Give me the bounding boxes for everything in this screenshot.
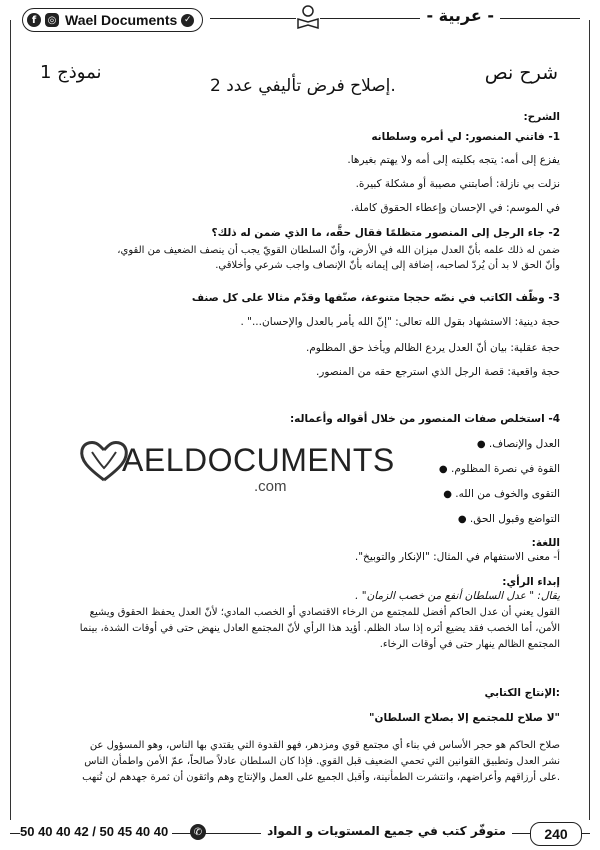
brand-badge[interactable] — [22, 8, 203, 32]
frame-right — [589, 20, 590, 820]
instagram-icon[interactable]: ◎ — [45, 13, 59, 27]
explain-heading: الشرح: — [523, 111, 560, 123]
answer-3c: حجة واقعية: قصة الرجل الذي استرجع حقه من المنصور. — [315, 366, 560, 378]
answer-1a: يفزع إلى أمه: يتجه بكليته إلى أمه ولا يهتم بغيرها. — [347, 154, 560, 166]
page-number: 240 — [530, 822, 582, 846]
reader-icon — [296, 4, 320, 30]
footer-phones[interactable]: 50 40 40 42 / 50 45 40 40 — [20, 824, 172, 839]
production-line1: صلاح الحاكم هو حجر الأساس في بناء أي مجتمع قوي ومزدهر، فهو القدوة التي يقتدي بها الناس، وهو المسؤول عن — [89, 740, 560, 751]
phone-icon[interactable]: ✆ — [190, 824, 206, 840]
brand-name: Wael Documents — [65, 12, 178, 28]
question-1: 1- فاتني المنصور: لي أمره وسلطانه — [371, 131, 560, 143]
production-title: "لا صلاح للمجتمع إلا بصلاح السلطان" — [369, 712, 560, 724]
production-heading: :الإنتاج الكتابي — [484, 687, 560, 699]
watermark-domain: .com — [254, 478, 287, 495]
opinion-line3: المجتمع الظالم ينهار حتى في أوقات الرخاء. — [379, 639, 560, 650]
production-line3: .على أرزاقهم وأعراضهم، وانتشرت الطمأنينة، وأقبل الجميع على العمل والإنتاج وهم واثقون أن ثمرة جهدهم لن تُنهب — [82, 772, 560, 783]
footer-tagline: متوفّر كتب في جميع المستويات و المواد — [261, 824, 512, 838]
section-title: شرح نص — [484, 62, 558, 84]
verified-icon: ✓ — [181, 14, 194, 27]
answer-1c: في الموسم: في الإحسان وإعطاء الحقوق كاملة. — [350, 202, 560, 214]
answer-3b: حجة عقلية: بيان أنّ العدل يردع الظالم ويأخذ حق المظلوم. — [305, 342, 560, 354]
watermark-text: AELDOCUMENTS — [122, 442, 395, 478]
production-line2: نشر العدل وتطبيق القوانين التي تحمي الضعيف قبل القوي. فإذا كان السلطان عادلاً صالحاً، عمّ الأمن واطمأن الناس — [84, 756, 560, 767]
opinion-line2: الأمن، أما الخصب فقد يضيع أثره إذا ساد الظلم. أؤيد هذا الرأي لأنّ المجتمع العادل ينهض حتى في أوقات الشدة، بينما — [79, 623, 560, 634]
opinion-line1: القول يعني أن عدل الحاكم أفضل للمجتمع من الرخاء الاقتصادي أو الخصب المادي؛ لأنّ العدل يحفظ الحقوق ويشيع — [89, 607, 560, 618]
list-item: العدل والإنصاف. ● — [476, 438, 560, 450]
language-heading: اللغة: — [531, 537, 560, 549]
answer-3a: حجة دينية: الاستشهاد بقول الله تعالى: "إنّ الله يأمر بالعدل والإحسان..." . — [240, 316, 560, 328]
question-3: 3- وظّف الكاتب في نصّه حججا متنوعة، صنّفها وقدّم مثالا على كل صنف — [191, 292, 560, 304]
opinion-heading: إبداء الرأي: — [502, 576, 560, 588]
facebook-icon[interactable]: f — [27, 13, 41, 27]
answer-1b: نزلت بي نازلة: أصابتني مصيبة أو مشكلة كبيرة. — [355, 178, 560, 190]
question-4: 4- استخلص صفات المنصور من خلال أقواله وأعماله: — [289, 413, 560, 425]
answer-2-line1: ضمن له ذلك علمه بأنّ العدل ميزان الله في الأرض، وأنّ السلطان القويّ يجب أن ينصف الضعيف من القوي، — [117, 245, 560, 256]
opinion-quote: يقال: " عدل السلطان أنفع من خصب الزمان" . — [355, 590, 560, 602]
exam-title: إصلاح فرض تأليفي عدد 2. — [210, 76, 396, 96]
list-item: القوة في نصرة المظلوم. ● — [438, 463, 560, 475]
answer-2-line2: وأنّ الحق لا بد أن يُردّ لصاحبه، إضافة إلى إيمانه بأنّ الإنصاف واجب شرعي وأخلاقي. — [215, 260, 560, 271]
question-2: 2- جاء الرجل إلى المنصور متظلمًا فقال حقَّه، ما الذي ضمن له ذلك؟ — [211, 227, 560, 239]
model-number: نموذج 1 — [40, 62, 102, 83]
header-rule — [210, 18, 580, 19]
list-item: التواضع وقبول الحق. ● — [457, 513, 560, 525]
list-item: التقوى والخوف من الله. ● — [443, 488, 560, 500]
frame-left — [10, 20, 11, 820]
subject-label: - عربية - — [420, 6, 500, 25]
language-answer: أ- معنى الاستفهام في المثال: "الإنكار والتوبيخ". — [354, 551, 560, 563]
